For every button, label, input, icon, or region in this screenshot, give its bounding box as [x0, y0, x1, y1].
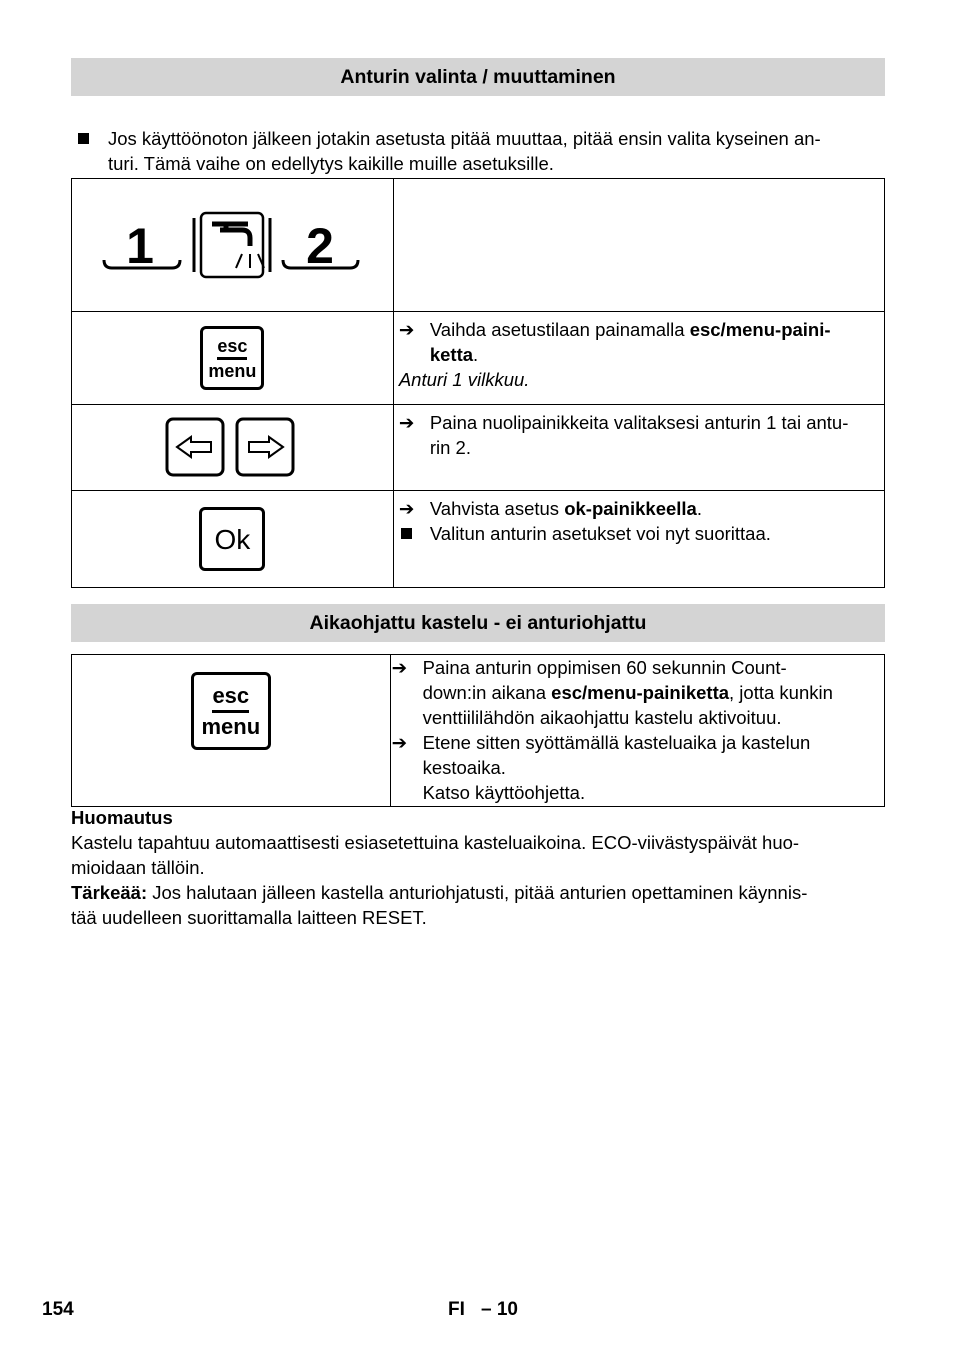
table-row — [72, 312, 885, 405]
instruction-step: ➔ Vaihda asetustilaan painamalla esc/menu-paini- ketta. — [398, 319, 831, 365]
note-line-1: Kastelu tapahtuu automaattisesti esiasetettuina kasteluaikoina. ECO-viivästyspäivät huo- — [71, 832, 800, 853]
note-block — [71, 805, 885, 930]
table-row — [72, 491, 885, 588]
instruction-note: Anturi 1 vilkkuu. — [398, 369, 530, 390]
instruction-bullet: Valitun anturin asetukset voi nyt suorittaa. — [394, 521, 884, 546]
note-heading: Huomautus — [71, 807, 173, 828]
section-header-timed-irrigation — [71, 604, 885, 642]
instruction-cell — [390, 655, 884, 807]
menu-label: menu — [208, 360, 257, 381]
section-title: Aikaohjattu kastelu - ei anturiohjattu — [309, 612, 647, 634]
arrow-right-icon: ➔ — [391, 657, 408, 678]
instruction-cell — [393, 405, 884, 491]
esc-menu-cell — [72, 655, 391, 807]
instruction-step: ➔ Paina anturin oppimisen 60 sekunnin Count- down:in aikana esc/menu-painiketta, jotta kunkin venttiililähdön aikaohjattu kastelu aktivoituu. — [391, 657, 833, 728]
instruction-step: ➔ Etene sitten syöttämällä kasteluaika ja kastelun kestoaika. Katso käyttöohjetta. — [391, 732, 811, 803]
ok-label: Ok — [214, 523, 251, 555]
sensor-display-icon — [102, 210, 362, 280]
arrow-right-icon: ➔ — [398, 319, 415, 340]
section-title: Anturin valinta / muuttaminen — [340, 66, 616, 88]
arrow-right-icon: ➔ — [391, 732, 408, 753]
footer-page-ref: – 10 — [481, 1299, 518, 1320]
arrow-right-icon: ➔ — [398, 498, 415, 519]
note-line-2: mioidaan tällöin. — [71, 857, 205, 878]
ok-key-cell — [72, 491, 394, 588]
menu-label: menu — [201, 713, 261, 739]
important-line-2: tää uudelleen suorittamalla laitteen RESET. — [71, 907, 427, 928]
footer-language: FI — [448, 1299, 465, 1320]
sensor-selection-table — [71, 178, 885, 588]
display-number-1: 1 — [126, 218, 155, 274]
display-cell — [72, 179, 394, 312]
section-header-sensor-selection — [71, 58, 885, 96]
table-row — [72, 405, 885, 491]
table-row — [72, 179, 885, 312]
instruction-cell — [393, 491, 884, 588]
esc-label: esc — [217, 335, 247, 360]
arrow-keys-cell — [72, 405, 394, 491]
esc-label: esc — [212, 682, 249, 713]
page-number: 154 — [42, 1299, 74, 1320]
intro-line-1: Jos käyttöönoton jälkeen jotakin asetusta pitää muuttaa, pitää ensin valita kyseinen an- — [108, 128, 821, 149]
esc-menu-cell — [72, 312, 394, 405]
empty-cell — [393, 179, 884, 312]
instruction-cell — [393, 312, 884, 405]
arrow-keys-icon — [165, 417, 299, 479]
esc-menu-key-icon — [191, 672, 271, 750]
intro-paragraph — [78, 126, 888, 176]
instruction-step: ➔ Vahvista asetus ok-painikkeella. — [398, 498, 702, 519]
esc-menu-key-icon — [200, 326, 264, 390]
square-bullet-icon — [401, 528, 412, 539]
important-line-1: Tärkeää: Jos halutaan jälleen kastella anturiohjatusti, pitää anturien opettaminen käynnis- — [71, 882, 808, 903]
table-row — [72, 655, 885, 807]
display-number-2: 2 — [306, 218, 335, 274]
ok-key-icon — [199, 507, 265, 571]
timed-irrigation-table — [71, 654, 885, 807]
instruction-step: ➔ Paina nuolipainikkeita valitaksesi anturin 1 tai antu- rin 2. — [398, 412, 849, 458]
intro-line-2: turi. Tämä vaihe on edellytys kaikille muille asetuksille. — [108, 153, 554, 174]
arrow-right-icon: ➔ — [398, 412, 415, 433]
square-bullet-icon — [78, 133, 89, 144]
